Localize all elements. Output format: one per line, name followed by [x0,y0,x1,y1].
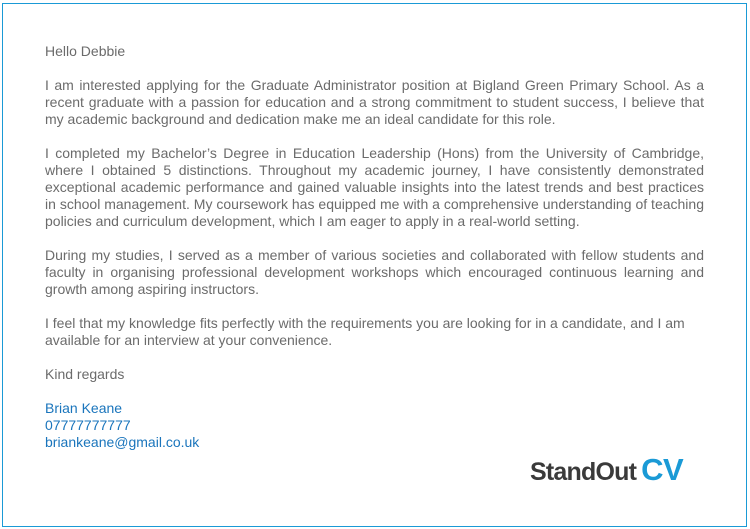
signature-name: Brian Keane [45,400,123,416]
signature-block [45,400,704,451]
paragraph-education: I completed my Bachelor’s Degree in Education Leadership (Hons) from the University of Cambridge, where I obtained 5 distinctions. Throughout my academic journey, I have consistently demonstrated exceptional academic performance and gained valuable insights into the latest trends and best practices in school management. My coursework has equipped me with a comprehensive understanding of teaching policies and curriculum development, which I am eager to apply in a real-world setting. [45,145,704,229]
cover-letter [45,43,704,451]
standout-cv-logo [530,452,683,488]
signature-phone: 07777777777 [45,417,131,433]
greeting: Hello Debbie [45,43,126,59]
signoff: Kind regards [45,366,125,382]
paragraph-intro: I am interested applying for the Graduate Administrator position at Bigland Green Primary School. As a recent graduate with a passion for education and a strong commitment to student success, I believe that my academic background and dedication make me an ideal candidate for this role. [45,77,704,127]
signature-email: briankeane@gmail.co.uk [45,434,200,450]
paragraph-closing: I feel that my knowledge fits perfectly with the requirements you are looking for in a candidate, and I am available for an interview at your convenience. [45,315,685,348]
paragraph-experience: During my studies, I served as a member of various societies and collaborated with fellow students and faculty in organising professional development workshops which encouraged continuous learning and growth among aspiring instructors. [45,247,704,297]
logo-mark: CV [641,452,684,487]
logo-word: StandOut [530,458,637,486]
